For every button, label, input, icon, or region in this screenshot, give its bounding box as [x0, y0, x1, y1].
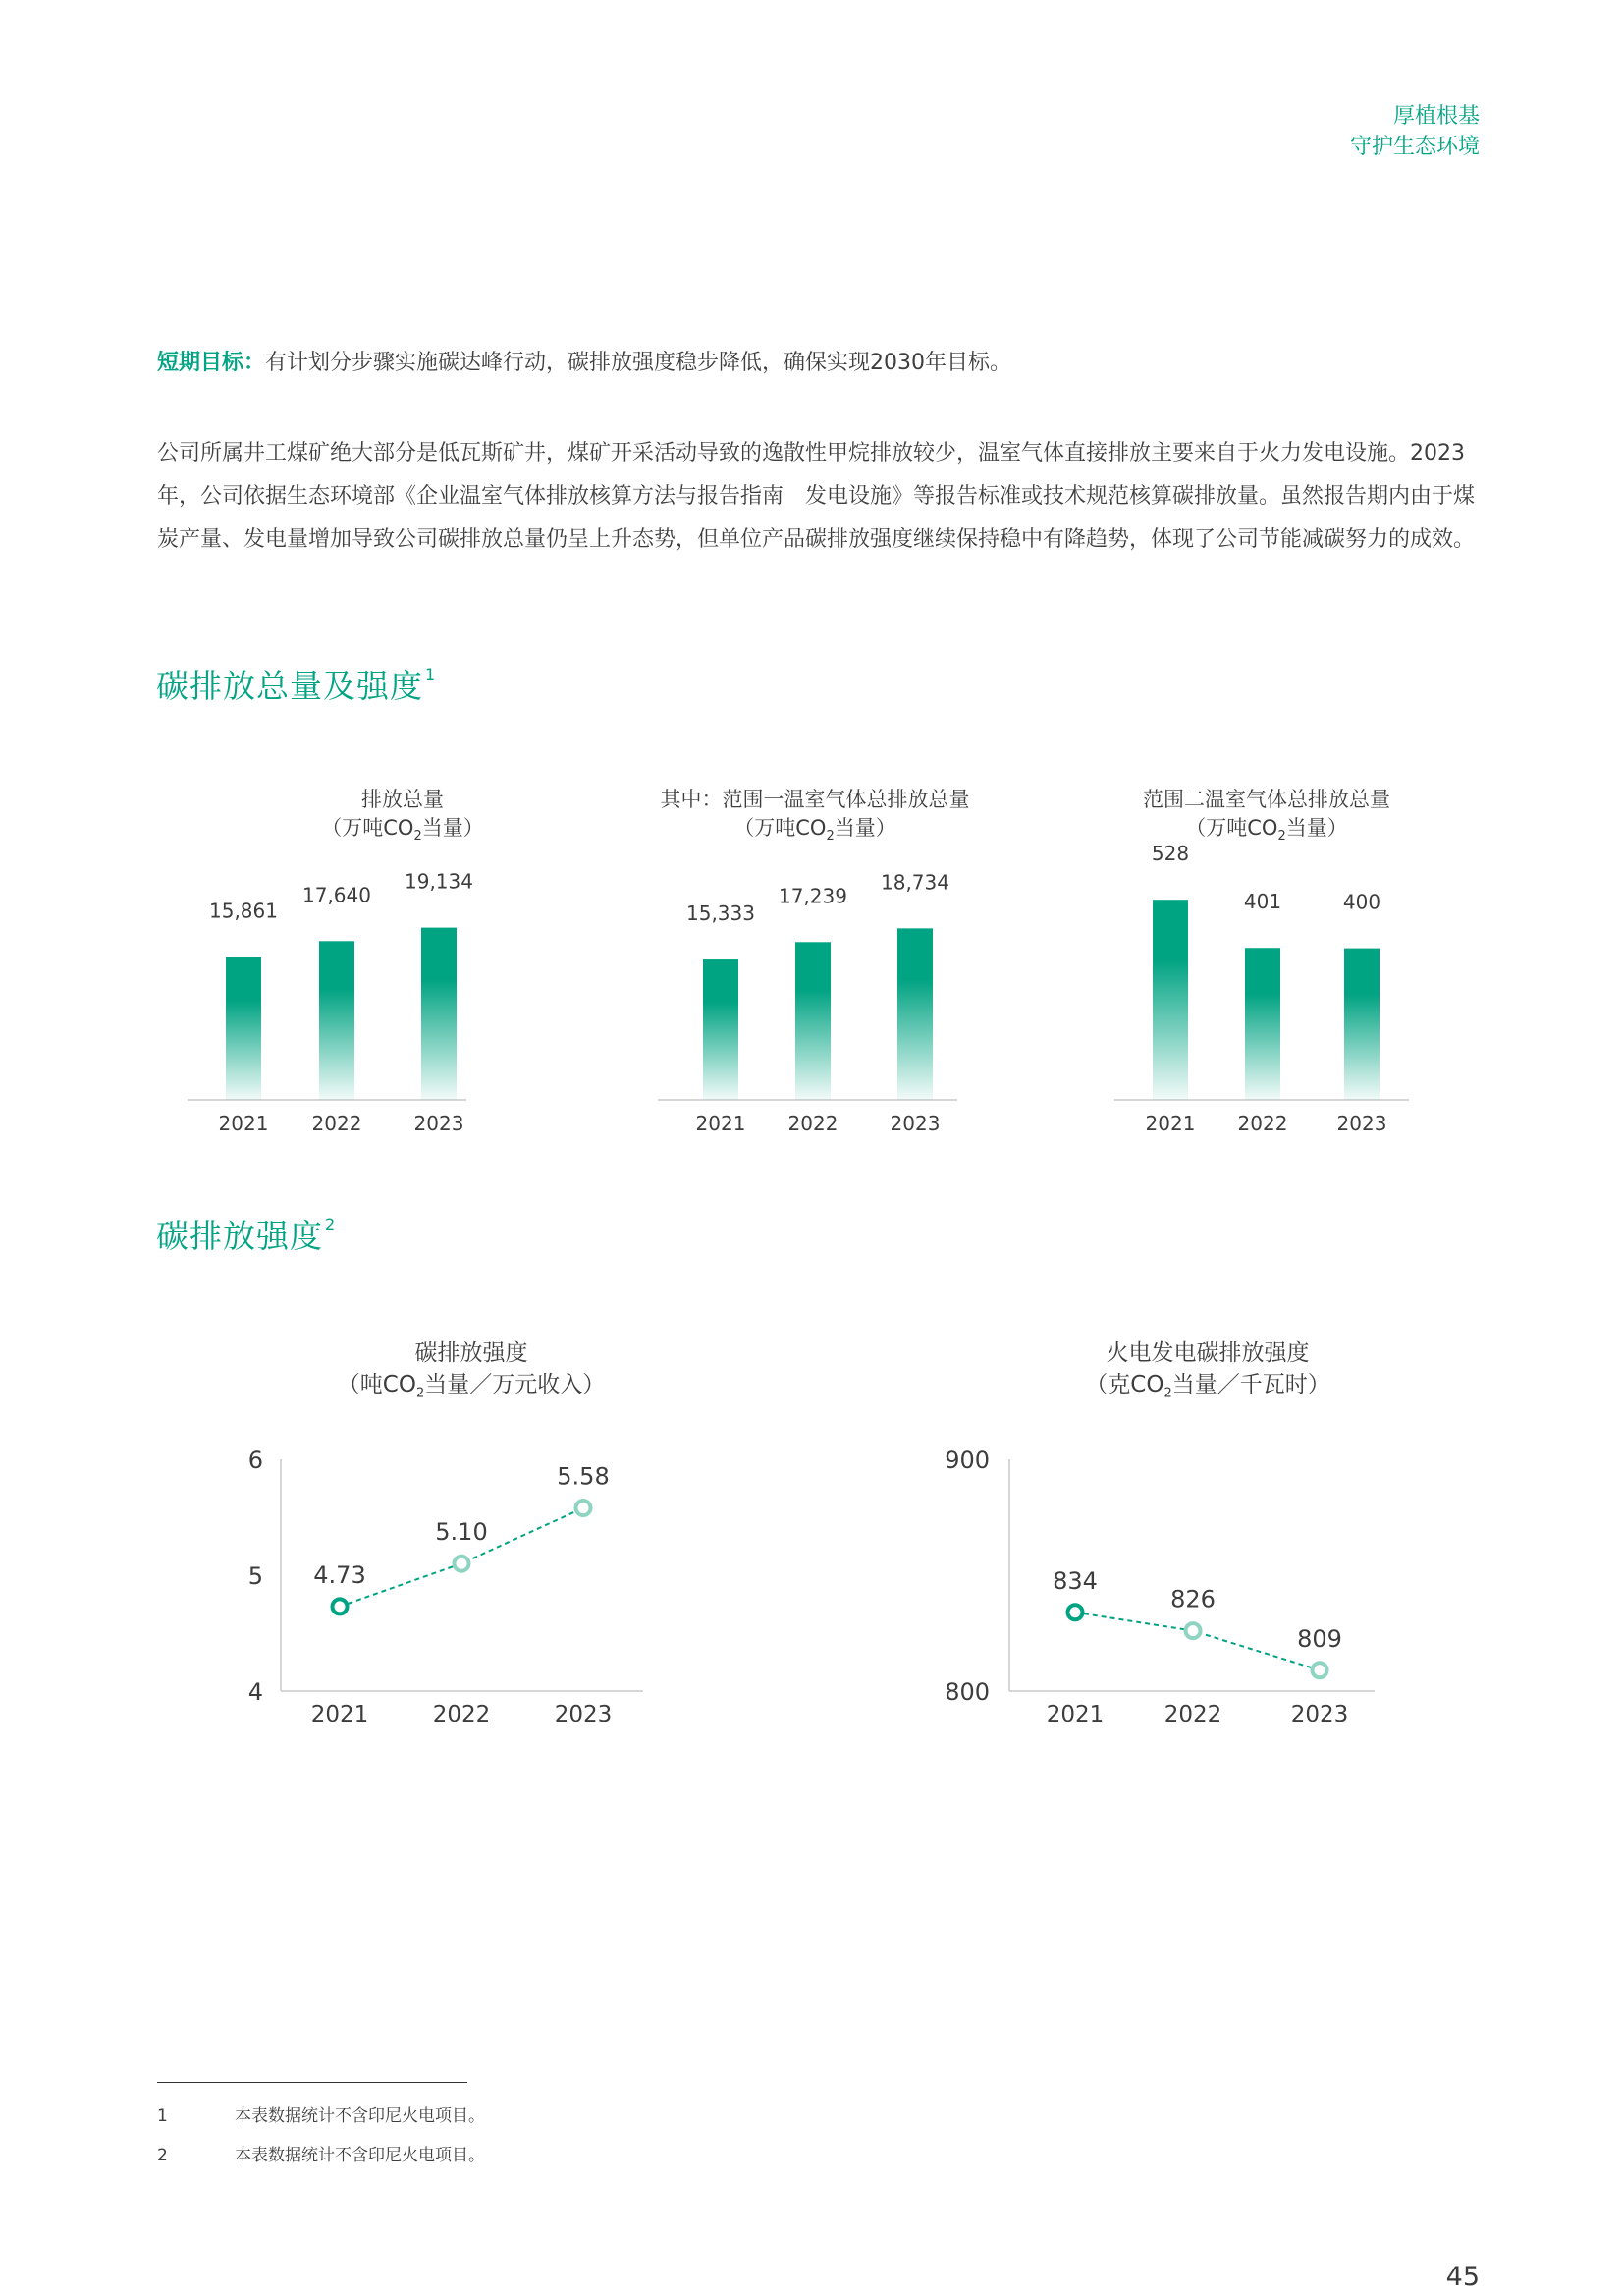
data-point-2023 [1313, 1663, 1327, 1677]
bar-chart-3-unit: （万吨$CO_2$当量） [1185, 816, 1348, 845]
footnote-1-number: 1 [157, 2106, 168, 2126]
bar-chart-3-title-text: 范围二温室气体总排放总量 [1143, 788, 1390, 811]
y-tick-label: 4 [247, 1678, 263, 1706]
data-label: 5.10 [435, 1518, 488, 1547]
bar-category-label: 2023 [413, 1112, 464, 1135]
bar-category-label: 2023 [890, 1112, 941, 1135]
footnote-1 [157, 2102, 485, 2126]
x-category-label: 2023 [1290, 1702, 1349, 1727]
y-tick-label: 900 [945, 1447, 990, 1474]
bar-category-label: 2023 [1336, 1112, 1387, 1135]
bar-value-label: 400 [1342, 890, 1381, 914]
y-tick-label: 6 [247, 1447, 263, 1474]
bar-category-label: 2022 [787, 1112, 839, 1135]
line-chart-2-unit: （克$CO_2$当量／千瓦时） [1085, 1372, 1330, 1401]
line-chart-carbon-intensity [226, 1434, 677, 1748]
bar-value-label: 17,640 [302, 883, 371, 907]
bar-chart-1-unit: （万吨$CO_2$当量） [321, 816, 484, 845]
bar-2021 [226, 957, 261, 1100]
bar-chart-2-title-text: 其中：范围一温室气体总排放总量 [660, 788, 970, 811]
bar-category-label: 2021 [1145, 1112, 1196, 1135]
section-title-intensity-note: 2 [325, 1215, 337, 1233]
data-point-2021 [1068, 1605, 1083, 1619]
bar-2023 [421, 928, 457, 1100]
line-chart-1-title [285, 1338, 658, 1410]
footnote-rule [157, 2082, 467, 2083]
bar-value-label: 18,734 [881, 870, 949, 895]
bar-chart-1-title [236, 786, 569, 850]
bar-2022 [795, 942, 831, 1100]
bar-chart-scope2-emissions [1109, 842, 1424, 1149]
bar-2023 [1344, 949, 1380, 1100]
data-point-2023 [576, 1501, 591, 1515]
data-label: 834 [1053, 1566, 1098, 1595]
y-tick-label: 800 [945, 1678, 990, 1706]
running-head [1350, 101, 1480, 162]
data-point-2021 [333, 1599, 348, 1613]
data-label: 809 [1297, 1624, 1342, 1653]
section-title-intensity-text: 碳排放强度 [156, 1217, 323, 1255]
data-point-2022 [455, 1557, 469, 1571]
data-label: 826 [1170, 1585, 1216, 1613]
data-point-2022 [1186, 1623, 1201, 1638]
body-paragraph: 公司所属井工煤矿绝大部分是低瓦斯矿井，煤矿开采活动导致的逸散性甲烷排放较少，温室气体直接排放主要来自于火力发电设施。2023年，公司依据生态环境部《企业温室气体排放核算方法与报告指南 发电设施》等报告标准或技术规范核算碳排放量。虽然报告期内由于煤炭产量、发电量增加导致公司碳排放总量仍呈上升态势，但单位产品碳排放强度继续保持稳中有降趋势，体现了公司节能减碳努力的成效。 [157, 441, 1476, 552]
section-title-total-text: 碳排放总量及强度 [156, 667, 423, 705]
line-chart-1-unit: （吨$CO_2$当量／万元收入） [337, 1372, 606, 1401]
bar-chart-3-title [1090, 786, 1443, 850]
bar-category-label: 2021 [695, 1112, 746, 1135]
bar-2021 [703, 959, 738, 1100]
footnote-1-text: 本表数据统计不含印尼火电项目。 [235, 2106, 485, 2126]
goal-text: 有计划分步骤实施碳达峰行动，碳排放强度稳步降低，确保实现2030年目标。 [265, 351, 1012, 375]
data-label: 5.58 [557, 1462, 610, 1491]
bar-value-label: 17,239 [779, 884, 847, 908]
x-category-label: 2023 [554, 1702, 613, 1727]
goal-paragraph [157, 342, 1478, 385]
line-chart-2-title [1021, 1338, 1394, 1410]
footnote-2-text: 本表数据统计不含印尼火电项目。 [235, 2146, 485, 2165]
bar-2022 [319, 941, 354, 1100]
bar-value-label: 15,861 [209, 899, 278, 923]
line-chart-1-title-text: 碳排放强度 [414, 1340, 528, 1366]
running-head-line1: 厚植根基 [1392, 104, 1480, 129]
footnote-2-number: 2 [157, 2146, 168, 2165]
series-line [1075, 1613, 1320, 1670]
page-number: 45 [1445, 2262, 1480, 2292]
bar-value-label: 19,134 [405, 869, 473, 894]
footnote-2 [157, 2141, 485, 2165]
bar-category-label: 2022 [311, 1112, 362, 1135]
bar-chart-total-emissions [182, 864, 594, 1149]
bar-chart-scope1-emissions [658, 864, 972, 1149]
section-title-total-note: 1 [425, 665, 437, 683]
bar-2023 [897, 928, 933, 1100]
y-tick-label: 5 [247, 1562, 263, 1590]
bar-category-label: 2022 [1237, 1112, 1288, 1135]
bar-2021 [1153, 900, 1188, 1100]
bar-value-label: 15,333 [686, 902, 755, 926]
bar-chart-2-unit: （万吨$CO_2$当量） [733, 816, 896, 845]
goal-label: 短期目标： [157, 351, 266, 375]
running-head-line2: 守护生态环境 [1349, 135, 1480, 159]
section-title-intensity [156, 1211, 336, 1257]
bar-value-label: 401 [1243, 890, 1282, 914]
line-chart-thermal-power-intensity [943, 1434, 1394, 1748]
bar-2022 [1245, 948, 1280, 1100]
bar-value-label: 528 [1151, 842, 1190, 866]
line-chart-2-title-text: 火电发电碳排放强度 [1106, 1340, 1310, 1366]
x-category-label: 2022 [1163, 1702, 1222, 1727]
section-title-total [156, 661, 436, 707]
x-category-label: 2021 [310, 1702, 369, 1727]
data-label: 4.73 [313, 1560, 366, 1589]
bar-chart-1-title-text: 排放总量 [361, 788, 444, 811]
bar-chart-2-title [628, 786, 1001, 850]
bar-category-label: 2021 [218, 1112, 269, 1135]
x-category-label: 2022 [432, 1702, 491, 1727]
x-category-label: 2021 [1046, 1702, 1105, 1727]
